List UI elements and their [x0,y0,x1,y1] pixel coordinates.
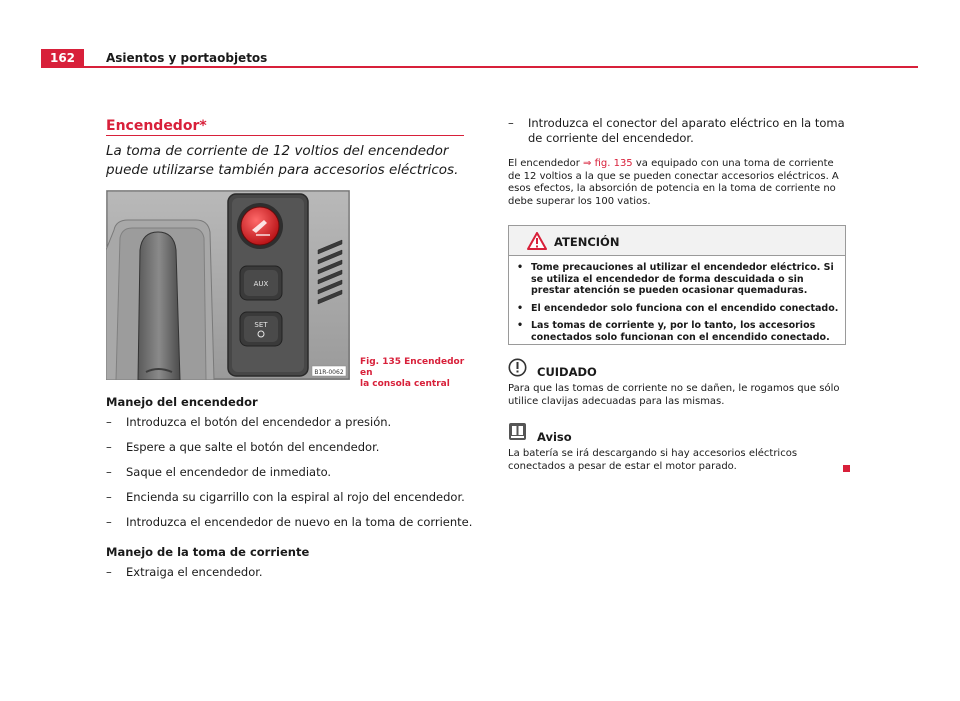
lighter-step-4-text: Encienda su cigarrillo con la espiral al rojo del encendedor. [126,490,465,504]
lighter-step-5-text: Introduzca el encendedor de nuevo en la toma de corriente. [126,515,473,529]
page-number: 162 [41,49,84,68]
lighter-step-3 [106,465,486,480]
dash: – [106,440,112,454]
warning-item-3 [517,320,843,343]
lighter-figure [106,190,350,380]
warning-title: ATENCIÓN [554,235,620,249]
lighter-illustration [106,190,350,380]
section-title: Encendedor* [106,118,207,134]
socket-step-2 [508,116,858,146]
lighter-step-5 [106,515,486,530]
lighter-usage-heading: Manejo del encendedor [106,395,258,409]
lighter-step-2-text: Espere a que salte el botón del encendedor. [126,440,380,454]
image-code: B1R-0062 [314,369,344,376]
figure-caption-line2: la consola central [360,379,450,389]
warning-triangle-icon [527,232,547,250]
lighter-step-1 [106,415,486,430]
section-rule [106,135,464,136]
figure-caption-line1: Fig. 135 Encendedor en [360,357,465,378]
figure-caption [360,357,465,390]
dash: – [106,490,112,504]
warning-item-2 [517,303,843,315]
figure-link[interactable]: ⇒ fig. 135 [583,158,633,169]
note-text: La batería se irá descargando si hay accesorios eléctricos conectados a pesar de estar el motor parado. [508,448,798,472]
warning-item-2-text: El encendedor solo funciona con el encendido conectado. [531,303,839,314]
header-rule [84,66,918,68]
note-title: Aviso [537,430,572,444]
body-paragraph-end: va equipado con una toma de corriente de 12 voltios a la que se pueden conectar accesorios eléctricos. A esos efectos, la absorción de potencia en la toma de corriente no debe superar los 100 vatios. [508,158,839,207]
dash: – [106,515,112,529]
set-button-label: SET [254,321,268,329]
socket-step-1-text: Extraiga el encendedor. [126,565,263,579]
exclamation-circle-icon [508,358,527,377]
warning-box [508,225,846,345]
warning-item-1 [517,262,843,297]
caution-text: Para que las tomas de corriente no se dañen, le rogamos que sólo utilice clavijas adecuadas para las mismas. [508,383,840,407]
bullet: • [517,262,524,273]
section-intro: La toma de corriente de 12 voltios del encendedor puede utilizarse también para accesorios eléctricos. [106,143,459,178]
section-end-marker [843,465,850,472]
body-paragraph-start: El encendedor [508,158,584,169]
dash: – [508,116,514,130]
dash: – [106,565,112,579]
lighter-step-4 [106,490,486,505]
socket-step-1 [106,565,486,580]
body-paragraph [508,158,848,208]
running-title: Asientos y portaobjetos [106,51,268,65]
socket-step-2-text: Introduzca el conector del aparato eléctrico en la toma de corriente del encendedor. [528,116,845,145]
aux-button-label: AUX [253,280,269,288]
lighter-step-3-text: Saque el encendedor de inmediato. [126,465,332,479]
lighter-step-1-text: Introduzca el botón del encendedor a presión. [126,415,392,429]
lighter-step-2 [106,440,486,455]
bullet: • [517,303,524,314]
dash: – [106,415,112,429]
warning-item-1-text: Tome precauciones al utilizar el encendedor eléctrico. Si se utiliza el encendedor de forma descuidada o sin prestar atención se pueden ocasionar quemaduras. [531,262,834,296]
warning-item-3-text: Las tomas de corriente y, por lo tanto, los accesorios conectados solo funcionan con el encendido conectado. [531,320,830,343]
dash: – [106,465,112,479]
socket-usage-heading: Manejo de la toma de corriente [106,545,310,559]
bullet: • [517,320,524,331]
caution-title: CUIDADO [537,365,597,379]
note-book-icon [508,422,527,441]
warning-header [509,226,845,256]
